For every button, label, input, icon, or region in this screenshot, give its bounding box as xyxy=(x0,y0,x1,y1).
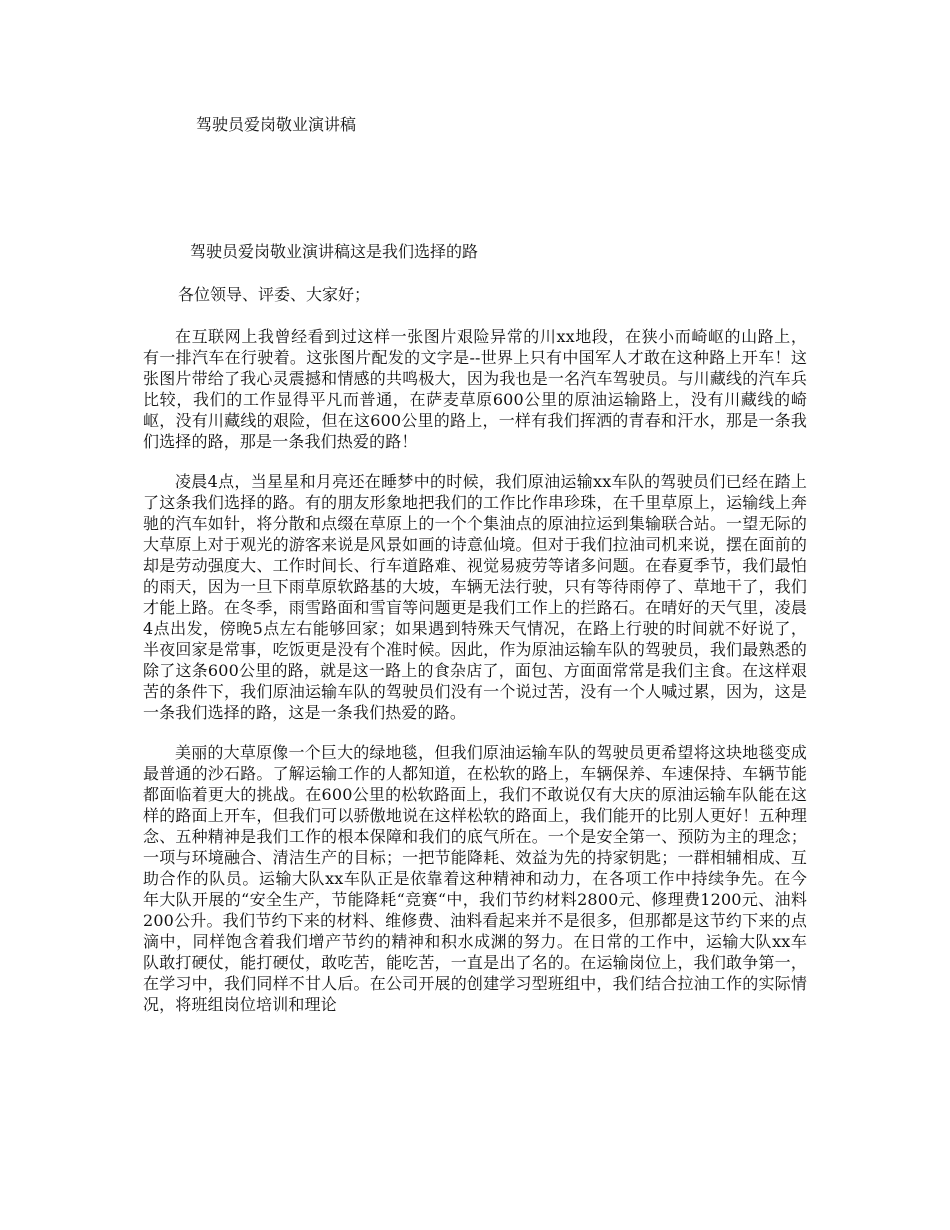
document-title: 驾驶员爱岗敬业演讲稿 xyxy=(196,115,357,134)
body-text xyxy=(143,326,807,1034)
greeting: 各位领导、评委、大家好； xyxy=(178,285,371,304)
paragraph-2: 凌晨4点，当星星和月亮还在睡梦中的时候，我们原油运输xx车队的驾驶员们已经在踏上了这条我们选择的路。有的朋友形象地把我们的工作比作串珍珠，在千里草原上，运输线上奔驰的汽车如针，将分散和点缀在草原上的一个个集油点的原油拉运到集输联合站。一望无际的大草原上对于观光的游客来说是风景如画的诗意仙境。但对于我们拉油司机来说，摆在面前的却是劳动强度大、工作时间长、行车道路难、视觉易疲劳等诸多问题。在春夏季节，我们最怕的雨天，因为一旦下雨草原软路基的大坡，车辆无法行驶，只有等待雨停了、草地干了，我们才能上路。在冬季，雨雪路面和雪盲等问题更是我们工作上的拦路石。在晴好的天气里，凌晨4点出发，傍晚5点左右能够回家；如果遇到特殊天气情况，在路上行驶的时间就不好说了，半夜回家是常事，吃饭更是没有个准时候。因此，作为原油运输车队的驾驶员，我们最熟悉的除了这条600公里的路，就是这一路上的食杂店了，面包、方面面常常是我们主食。在这样艰苦的条件下，我们原油运输车队的驾驶员们没有一个说过苦，没有一个人喊过累，因为，这是一条我们选择的路，这是一条我们热爱的路。 xyxy=(143,472,807,722)
paragraph-1: 在互联网上我曾经看到过这样一张图片艰险异常的川xx地段，在狭小而崎岖的山路上，有一排汽车在行驶着。这张图片配发的文字是--世界上只有中国军人才敢在这种路上开车！这张图片带给了我心灵震撼和情感的共鸣极大，因为我也是一名汽车驾驶员。与川藏线的汽车兵比较，我们的工作显得平凡而普通，在萨麦草原600公里的原油运输路上，没有川藏线的崎岖，没有川藏线的艰险，但在这600公里的路上，一样有我们挥洒的青春和汗水，那是一条我们选择的路，那是一条我们热爱的路！ xyxy=(143,327,807,451)
speech-title: 驾驶员爱岗敬业演讲稿这是我们选择的路 xyxy=(190,242,479,261)
paragraph-3: 美丽的大草原像一个巨大的绿地毯，但我们原油运输车队的驾驶员更希望将这块地毯变成最普通的沙石路。了解运输工作的人都知道，在松软的路上，车辆保养、车速保持、车辆节能都面临着更大的挑战。在600公里的松软路面上，我们不敢说仅有大庆的原油运输车队能在这样的路面上开车，但我们可以骄傲地说在这样松软的路面上，我们能开的比别人更好！五种理念、五种精神是我们工作的根本保障和我们的底气所在。一个是安全第一、预防为主的理念；一项与环境融合、清洁生产的目标；一把节能降耗、效益为先的持家钥匙；一群相辅相成、互助合作的队员。运输大队xx车队正是依靠着这种精神和动力，在各项工作中持续争先。在今年大队开展的“安全生产，节能降耗“竞赛“中，我们节约材料2800元、修理费1200元、油料200公升。我们节约下来的材料、维修费、油料看起来并不是很多，但那都是这节约下来的点滴中，同样饱含着我们增产节约的精神和积水成渊的努力。在日常的工作中，运输大队xx车队敢打硬仗，能打硬仗，敢吃苦，能吃苦，一直是出了名的。在运输岗位上，我们敢争第一，在学习中，我们同样不甘人后。在公司开展的创建学习型班组中，我们结合拉油工作的实际情况，将班组岗位培训和理论 xyxy=(143,743,807,1014)
